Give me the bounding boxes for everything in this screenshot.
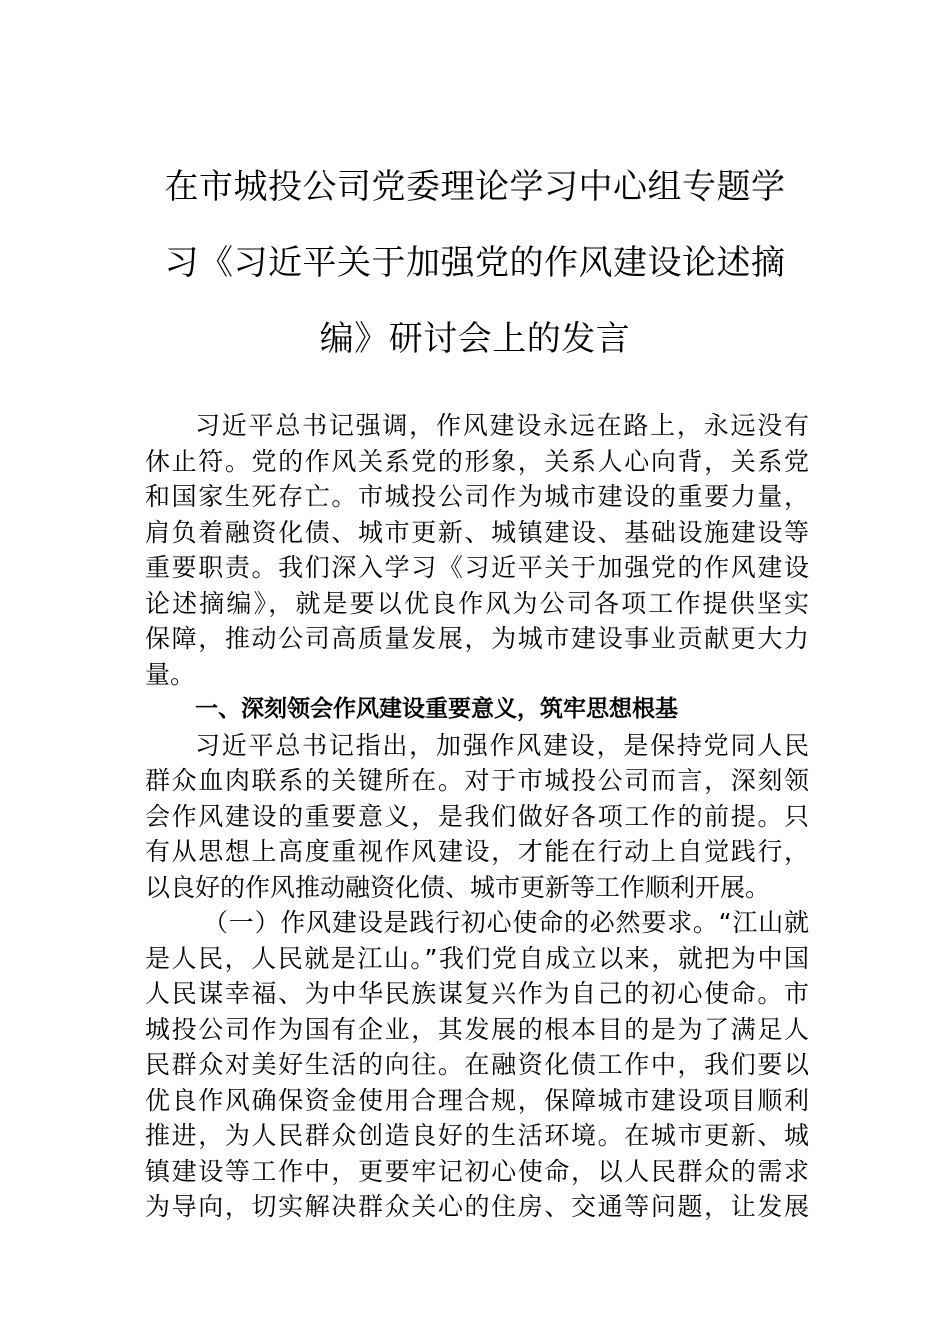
paragraph-line: 重要职责。我们深入学习《习近平关于加强党的作风建设 <box>145 553 809 582</box>
document-body <box>145 408 809 1225</box>
paragraph-line: 量。 <box>145 659 196 689</box>
paragraph-line: 保障，推动公司高质量发展，为城市建设事业贡献更大力 <box>145 624 809 653</box>
paragraph-line: 镇建设等工作中，更要牢记初心使命，以人民群众的需求 <box>145 1156 809 1186</box>
paragraph-line: 是人民，人民就是江山。”我们党自成立以来，就把为中国 <box>145 943 809 973</box>
title-line-2: 习《习近平关于加强党的作风建设论述摘 <box>164 243 786 283</box>
title-line-1: 在市城投公司党委理论学习中心组专题学 <box>164 167 786 207</box>
paragraph-line: 会作风建设的重要意义，是我们做好各项工作的前提。只 <box>145 801 809 831</box>
paragraph-line: 习近平总书记指出，加强作风建设，是保持党同人民 <box>195 730 809 760</box>
subsection-line: （一）作风建设是践行初心使命的必然要求。“江山就 <box>203 908 809 937</box>
paragraph-line: 和国家生死存亡。市城投公司作为城市建设的重要力量， <box>145 482 809 511</box>
paragraph-line: 优良作风确保资金使用合理合规，保障城市建设项目顺利 <box>145 1085 809 1115</box>
paragraph-line: 民群众对美好生活的向往。在融资化债工作中，我们要以 <box>145 1050 809 1079</box>
paragraph-line: 人民谋幸福、为中华民族谋复兴作为自己的初心使命。市 <box>145 979 809 1008</box>
paragraph-line: 肩负着融资化债、城市更新、城镇建设、基础设施建设等 <box>145 517 809 547</box>
section-heading: 一、深刻领会作风建设重要意义，筑牢思想根基 <box>195 696 678 722</box>
paragraph-line: 有从思想上高度重视作风建设，才能在行动上自觉践行， <box>145 837 809 866</box>
document-title <box>140 167 810 398</box>
paragraph-line: 推进，为人民群众创造良好的生活环境。在城市更新、城 <box>145 1121 809 1150</box>
paragraph-line: 休止符。党的作风关系党的形象，关系人心向背，关系党 <box>145 446 809 476</box>
title-line-3: 编》研讨会上的发言 <box>319 319 631 359</box>
paragraph-line: 群众血肉联系的关键所在。对于市城投公司而言，深刻领 <box>145 766 809 795</box>
paragraph-line: 论述摘编》，就是要以优良作风为公司各项工作提供坚实 <box>145 588 809 618</box>
paragraph-line: 城投公司作为国有企业，其发展的根本目的是为了满足人 <box>145 1014 809 1044</box>
paragraph-line: 为导向，切实解决群众关心的住房、交通等问题，让发展 <box>145 1192 809 1221</box>
paragraph-line: 以良好的作风推动融资化债、城市更新等工作顺利开展。 <box>145 872 771 902</box>
paragraph-line: 习近平总书记强调，作风建设永远在路上，永远没有 <box>195 411 809 440</box>
